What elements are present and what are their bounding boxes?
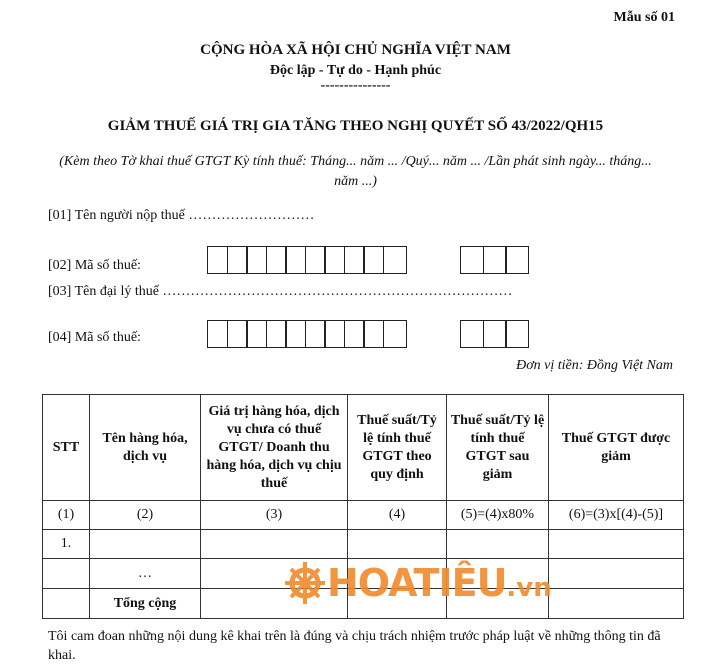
form-title: GIẢM THUẾ GIÁ TRỊ GIA TĂNG THEO NGHỊ QUYẾT SỐ 43/2022/QH15 (107, 118, 604, 134)
index-cell: (1) (43, 501, 90, 530)
subtitle-line2: năm ...) (334, 174, 377, 189)
header-value: Giá trị hàng hóa, dịch vụ chưa có thuế GTGT/ Doanh thu hàng hóa, dịch vụ chịu thuế (201, 395, 348, 501)
header-goods-name: Tên hàng hóa, dịch vụ (90, 395, 201, 501)
country-name: CỘNG HÒA XÃ HỘI CHỦ NGHĨA VIỆT NAM (200, 42, 511, 58)
tax-code-boxes[interactable] (207, 246, 405, 274)
table-cell[interactable] (549, 530, 684, 559)
table-cell: … (90, 559, 201, 589)
tax-code-label: [02] Mã số thuế: (48, 258, 141, 273)
subtitle-line1: (Kèm theo Tờ khai thuế GTGT Kỳ tính thuế: Tháng... năm ... /Quý... năm ... /Lần phát sinh ngày... tháng... (59, 154, 652, 169)
index-cell: (2) (90, 501, 201, 530)
table-cell[interactable] (348, 530, 447, 559)
table-cell[interactable] (447, 530, 549, 559)
table-row (43, 530, 684, 559)
table-cell[interactable] (201, 530, 348, 559)
header-reduced-tax: Thuế GTGT được giảm (549, 395, 684, 501)
header-rate: Thuế suất/Tỷ lệ tính thuế GTGT theo quy định (348, 395, 447, 501)
table-cell[interactable] (549, 589, 684, 619)
table-cell (43, 589, 90, 619)
declaration: Tôi cam đoan những nội dung kê khai trên là đúng và chịu trách nhiệm trước pháp luật về những thông tin đã khai. (48, 629, 661, 663)
watermark-logo (285, 560, 552, 606)
agent-tax-code-boxes[interactable] (207, 320, 405, 348)
table-cell: 1. (43, 530, 90, 559)
table-cell (43, 559, 90, 589)
agent-name-field: [03] Tên đại lý thuế ………………………………………………………………… (48, 284, 513, 299)
table-header-row (43, 395, 684, 501)
agent-tax-code-label: [04] Mã số thuế: (48, 330, 141, 345)
header-reduced-rate: Thuế suất/Tỷ lệ tính thuế GTGT sau giảm (447, 395, 549, 501)
index-cell: (3) (201, 501, 348, 530)
form-number: Mẫu số 01 (613, 10, 675, 25)
table-cell[interactable] (90, 530, 201, 559)
index-cell: (5)=(4)x80% (447, 501, 549, 530)
total-label: Tổng cộng (90, 589, 201, 619)
tax-code-branch-boxes[interactable] (460, 246, 528, 274)
agent-tax-code-branch-boxes[interactable] (460, 320, 528, 348)
watermark-suffix: .vn (506, 573, 552, 603)
separator: --------------- (320, 78, 391, 93)
taxpayer-name-field: [01] Tên người nộp thuế ……………………… (48, 208, 315, 223)
table-index-row (43, 501, 684, 530)
currency-note: Đơn vị tiền: Đồng Việt Nam (516, 358, 673, 373)
ship-wheel-icon (285, 560, 325, 606)
header-stt: STT (43, 395, 90, 501)
index-cell: (6)=(3)x[(4)-(5)] (549, 501, 684, 530)
motto: Độc lập - Tự do - Hạnh phúc (269, 63, 442, 78)
index-cell: (4) (348, 501, 447, 530)
table-cell[interactable] (549, 559, 684, 589)
watermark-text: HOATIÊU (327, 561, 507, 605)
